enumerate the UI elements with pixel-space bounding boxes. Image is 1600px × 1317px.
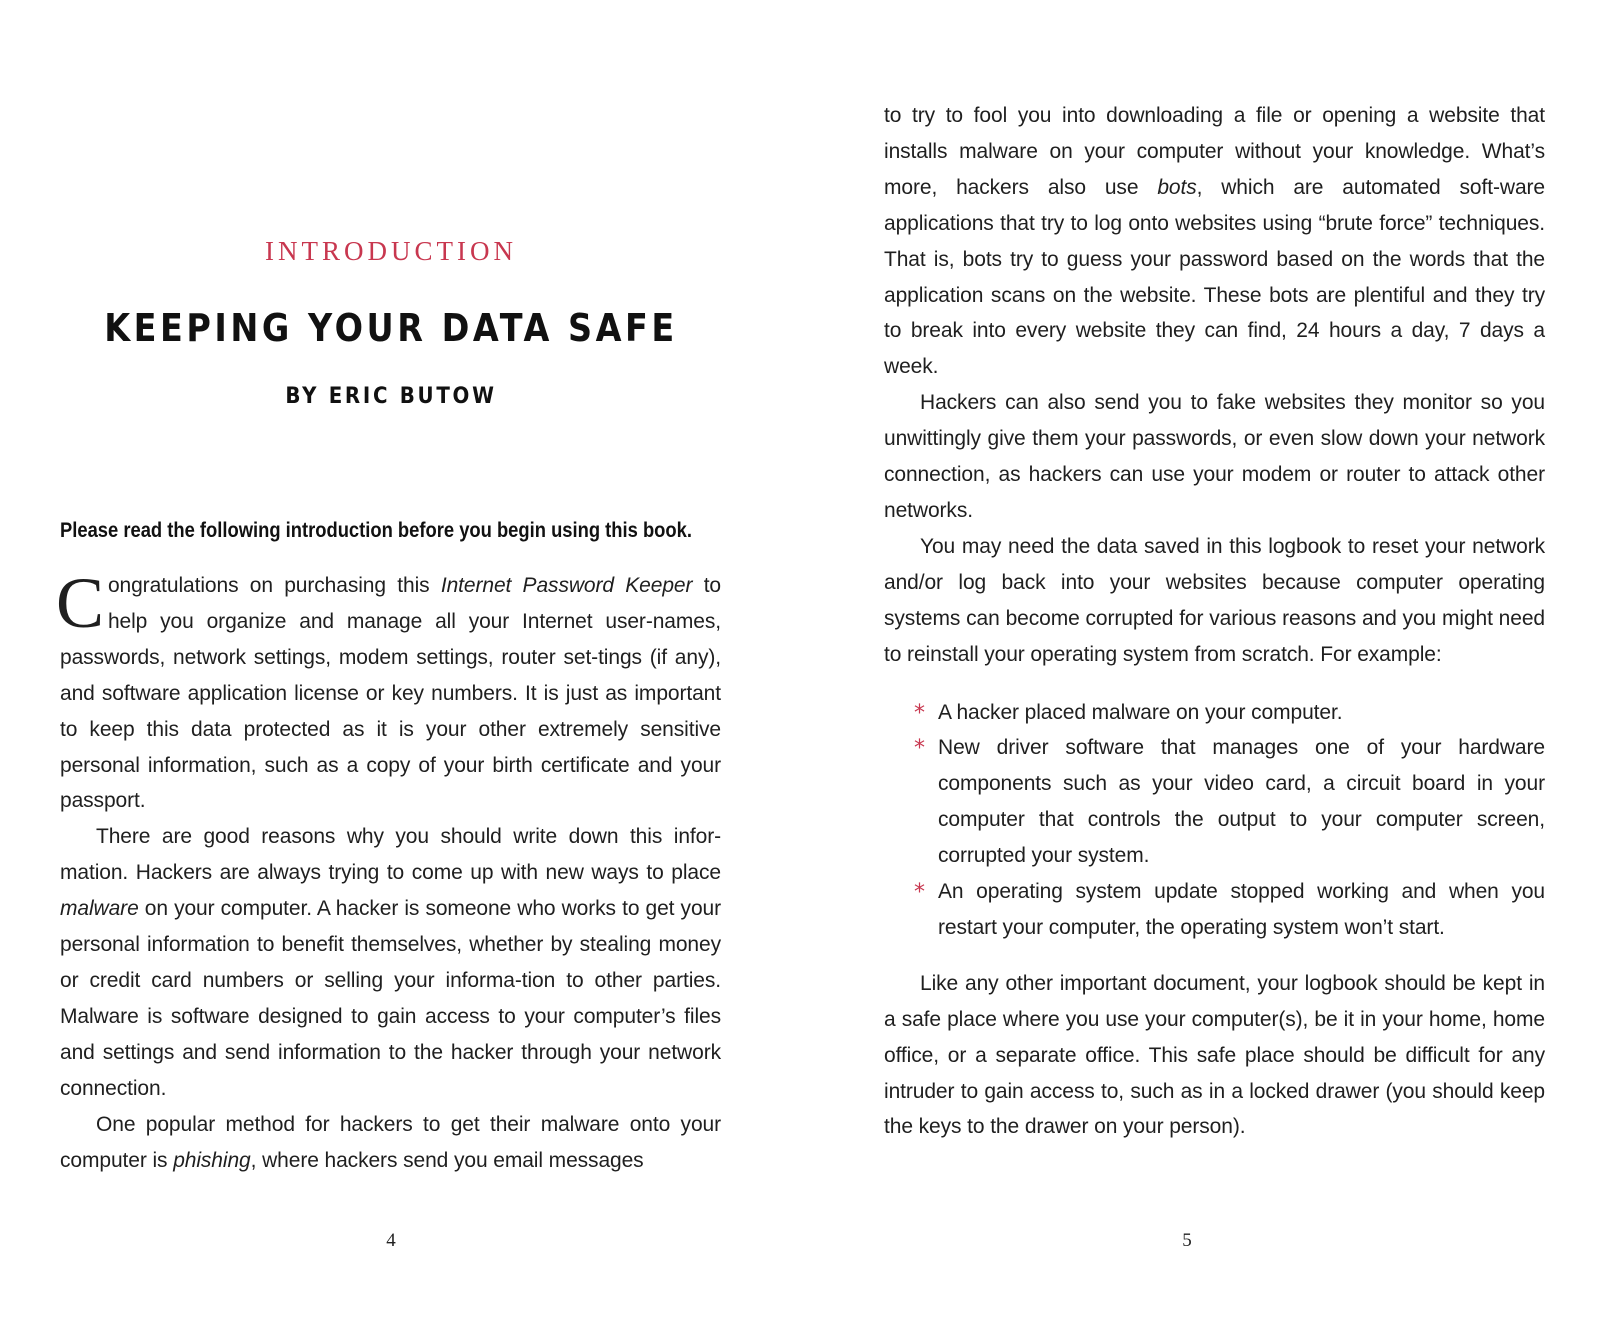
asterisk-bullet-icon: *: [914, 700, 925, 726]
right-body-text: [884, 98, 1545, 1145]
drop-cap: C: [56, 563, 104, 643]
section-kicker: INTRODUCTION: [265, 236, 517, 266]
list-item: * A hacker placed malware on your computer.: [938, 695, 1545, 731]
paragraph: Hackers can also send you to fake websites they monitor so you unwittingly give them your passwords, or even slow down your network connection, as hackers can use your modem or router to attack other networks.: [884, 391, 1545, 522]
right-page: [800, 0, 1600, 1317]
author-byline: BY ERIC BUTOW: [285, 384, 497, 409]
paragraph: to try to fool you into downloading a file or opening a website that installs malware on your computer without your knowledge. What’s more, hackers also use bots, which are automated soft-ware applications that try to log onto websites using “brute force” techniques. That is, bots try to guess your password based on the words that the application scans on the website. These bots are plentiful and they try to break into every website they can find, 24 hours a day, 7 days a week.: [884, 104, 1545, 379]
paragraph: One popular method for hackers to get their malware onto your computer is phishing, where hackers send you email messages: [60, 1112, 721, 1172]
paragraph: There are good reasons why you should write down this infor-mation. Hackers are always trying to come up with new ways to place malware on your computer. A hacker is someone who works to get your personal information to benefit themselves, whether by stealing money or credit card numbers or selling your informa-tion to other parties. Malware is software designed to gain access to your computer’s files and settings and send information to the hacker through your network connection.: [60, 825, 721, 1100]
paragraph: You may need the data saved in this logbook to reset your network and/or log back into your websites because computer operating systems can become corrupted for various reasons and you might need to reinstall your operating system from scratch. For example:: [884, 534, 1545, 666]
paragraph: Congratulations on purchasing this Internet Password Keeper to help you organize and manage all your Internet user-names, passwords, network settings, modem settings, router set-tings (if any), and software application license or key numbers. It is just as important to keep this data protected as it is your other extremely sensitive personal information, such as a copy of your birth certificate and your passport.: [56, 563, 722, 813]
asterisk-bullet-icon: *: [914, 736, 925, 762]
list-item: * An operating system update stopped working and when you restart your computer, the operating system won’t start.: [938, 874, 1545, 946]
lead-note: Please read the following introduction before you begin using this book.: [60, 519, 692, 542]
page-number: 5: [1182, 1230, 1192, 1251]
list-item: * New driver software that manages one of your hardware components such as your video card, a circuit board in your computer that controls the output to your computer screen, corrupted your system.: [938, 730, 1545, 874]
chapter-title: KEEPING YOUR DATA SAFE: [104, 306, 678, 350]
example-list: [884, 695, 1545, 946]
asterisk-bullet-icon: *: [914, 880, 925, 906]
paragraph: Like any other important document, your logbook should be kept in a safe place where you use your computer(s), be it in your home, home office, or a separate office. This safe place should be difficult for any intruder to gain access to, such as in a locked drawer (you should keep the keys to the drawer on your person).: [884, 971, 1545, 1139]
left-body-text: [56, 563, 722, 1178]
page-number: 4: [386, 1230, 396, 1251]
